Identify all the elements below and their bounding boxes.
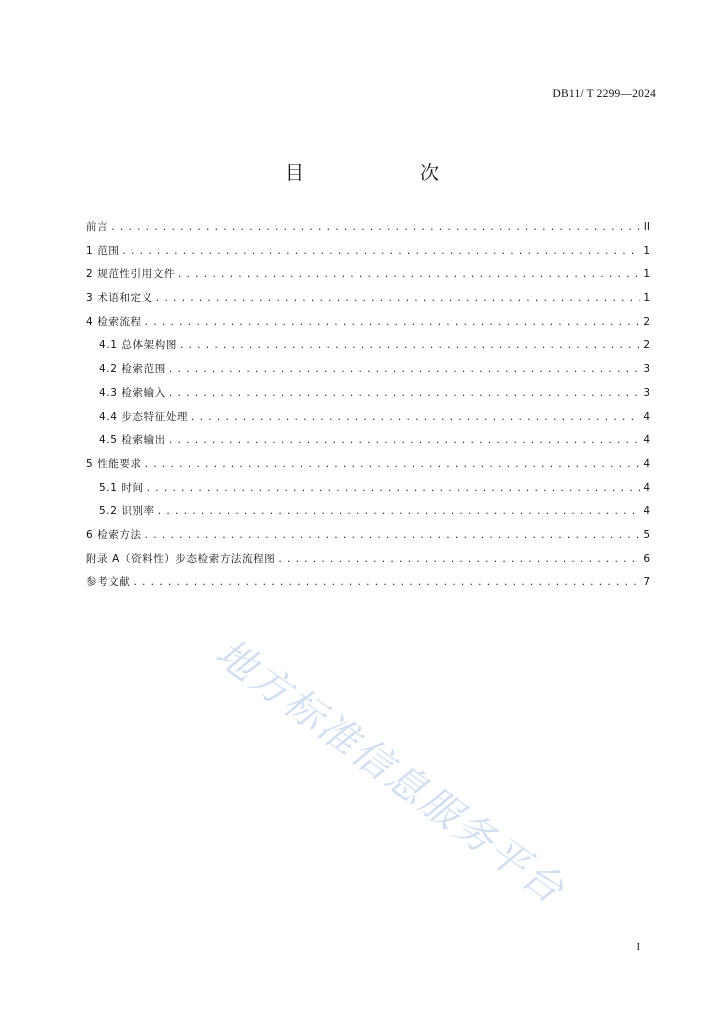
toc-entry-scope[interactable]: [86, 240, 650, 264]
toc-entry-label: 前言: [86, 221, 109, 233]
toc-dot-leader: [110, 217, 640, 241]
toc-dot-leader: [121, 241, 640, 265]
toc-entry-label: 4.3 检索输入: [99, 386, 166, 399]
toc-page-number: 4: [643, 457, 650, 470]
toc-dot-leader: [146, 478, 640, 502]
toc-entry-label: 6 检索方法: [86, 528, 142, 541]
toc-dot-leader: [190, 407, 640, 431]
standard-code: DB11/ T 2299—2024: [552, 88, 656, 100]
toc-page-number: 2: [643, 339, 650, 352]
toc-dot-leader: [155, 288, 640, 312]
page-number: I: [636, 942, 640, 953]
toc-entry-label: 5.1 时间: [99, 481, 144, 494]
toc-entry-retrieval-scope[interactable]: [86, 358, 650, 382]
toc-entry-retrieval-input[interactable]: [86, 382, 650, 406]
toc-entry-label: 1 范围: [86, 244, 120, 257]
toc-page-number: II: [643, 221, 650, 233]
toc-dot-leader: [144, 312, 640, 336]
toc-entry-terms-definitions[interactable]: [86, 287, 650, 311]
toc-page-number: 1: [643, 244, 650, 257]
toc-entry-label: 5.2 识别率: [99, 505, 155, 518]
toc-page-number: 6: [643, 552, 650, 565]
toc-dot-leader: [168, 430, 640, 454]
toc-entry-label: 参考文献: [86, 576, 131, 589]
toc-page-number: 3: [643, 363, 650, 376]
toc-page-number: 3: [643, 386, 650, 399]
toc-page-number: 4: [643, 481, 650, 494]
toc-entry-label: 5 性能要求: [86, 457, 142, 470]
toc-dot-leader: [132, 572, 640, 596]
toc-entry-retrieval-output[interactable]: [86, 429, 650, 453]
toc-entry-label: 4.4 步态特征处理: [99, 410, 189, 423]
toc-dot-leader: [144, 525, 640, 549]
toc-dot-leader: [179, 335, 640, 359]
toc-entry-label: 4 检索流程: [86, 315, 142, 328]
toc-entry-label: 4.2 检索范围: [99, 363, 166, 376]
toc-dot-leader: [277, 549, 640, 573]
toc-page-number: 1: [643, 292, 650, 305]
toc-entry-retrieval-process[interactable]: [86, 311, 650, 335]
toc-dot-leader: [157, 501, 640, 525]
toc-entry-overall-architecture[interactable]: [86, 334, 650, 358]
toc-entry-label: 4.1 总体架构图: [99, 339, 177, 352]
toc-dot-leader: [168, 359, 640, 383]
toc-entry-retrieval-method[interactable]: [86, 524, 650, 548]
toc-dot-leader: [177, 264, 640, 288]
toc-entry-label: 4.5 检索输出: [99, 434, 166, 447]
toc-entry-bibliography[interactable]: [86, 571, 650, 595]
toc-entry-gait-feature-processing[interactable]: [86, 406, 650, 430]
toc-page-number: 7: [643, 576, 650, 589]
table-of-contents: [86, 216, 650, 595]
toc-page-number: 4: [643, 410, 650, 423]
toc-entry-normative-references[interactable]: [86, 263, 650, 287]
page-title: 目 次: [284, 162, 465, 184]
watermark: 地方标准信息服务平台: [207, 630, 574, 914]
toc-page-number: 4: [643, 505, 650, 518]
toc-entry-label: 2 规范性引用文件: [86, 268, 175, 281]
toc-page-number: 2: [643, 315, 650, 328]
toc-page-number: 5: [643, 528, 650, 541]
toc-entry-performance-requirements[interactable]: [86, 453, 650, 477]
toc-page-number: 1: [643, 268, 650, 281]
toc-entry-time[interactable]: [86, 477, 650, 501]
toc-dot-leader: [168, 383, 640, 407]
toc-entry-foreword[interactable]: [86, 216, 650, 240]
toc-entry-appendix-a[interactable]: [86, 548, 650, 572]
toc-entry-label: 附录 A（资料性）步态检索方法流程图: [86, 552, 276, 565]
toc-page-number: 4: [643, 434, 650, 447]
toc-dot-leader: [144, 454, 640, 478]
toc-entry-label: 3 术语和定义: [86, 292, 153, 305]
toc-entry-recognition-rate[interactable]: [86, 500, 650, 524]
